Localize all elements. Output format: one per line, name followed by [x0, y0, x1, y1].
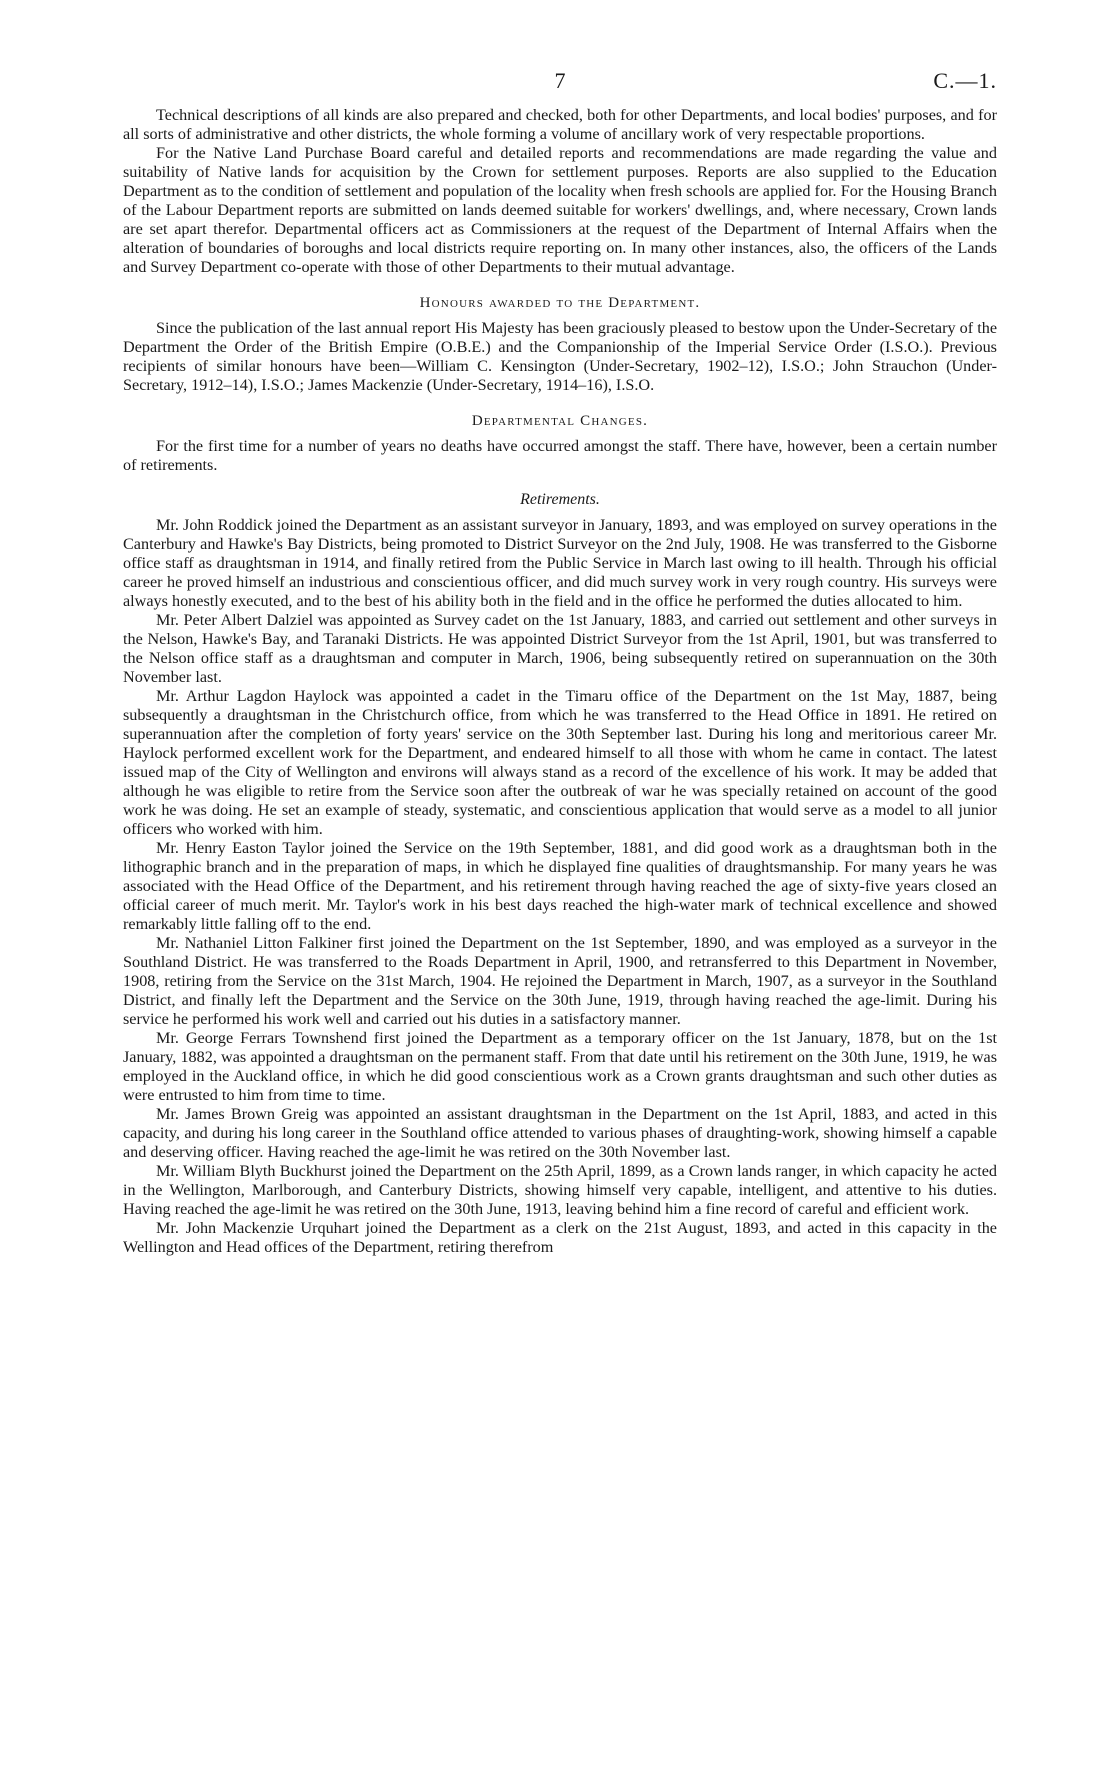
- page-number: 7: [554, 68, 566, 93]
- paragraph-townshend: Mr. George Ferrars Townshend first joined the Department as a temporary officer on the 1st January, 1878, but on the 1st January, 1882, was appointed a draughtsman on the permanent staff. From that date until his retirement on the 30th June, 1919, he was employed in the Auckland office, in which he did good conscientious work as a Crown grants draughtsman and such other duties as were entrusted to him from time to time.: [123, 1029, 997, 1104]
- intro-section: [123, 106, 997, 277]
- paragraph-roddick: Mr. John Roddick joined the Department as an assistant surveyor in January, 1893, and was employed on survey operations in the Canterbury and Hawke's Bay Districts, being promoted to District Surveyor on the 2nd July, 1908. He was transferred to the Gisborne office staff as draughtsman in 1914, and finally retired from the Public Service in March last owing to ill health. Through his official career he proved himself an industrious and conscientious officer, and did much survey work in very rough country. His surveys were always honestly executed, and to the best of his ability both in the field and in the office he performed the duties allocated to him.: [123, 516, 997, 610]
- paragraph-greig: Mr. James Brown Greig was appointed an assistant draughtsman in the Department on the 1st April, 1883, and acted in this capacity, and during his long career in the Southland office attended to various phases of draughting-work, showing himself a capable and deserving officer. Having reached the age-limit he was retired on the 30th November last.: [123, 1105, 997, 1161]
- subsection-heading-retirements: Retirements.: [520, 491, 600, 508]
- retirements-section: [123, 516, 997, 1257]
- paragraph-falkiner: Mr. Nathaniel Litton Falkiner first joined the Department on the 1st September, 1890, and was employed as a surveyor in the Southland District. He was transferred to the Roads Department in April, 1900, and retransferred to this Department in November, 1908, retiring from the Service on the 31st March, 1904. He rejoined the Department in March, 1907, as a surveyor in the Southland District, and finally left the Department and the Service on the 30th June, 1919, through having reached the age-limit. During his service he performed his work well and carried out his duties in a satisfactory manner.: [123, 934, 997, 1028]
- paragraph: Technical descriptions of all kinds are also prepared and checked, both for other Departments, and local bodies' purposes, and for all sorts of administrative and other districts, the whole forming a volume of ancillary work of very respectable proportions.: [123, 106, 997, 143]
- changes-section: [123, 437, 997, 475]
- paragraph-taylor: Mr. Henry Easton Taylor joined the Service on the 19th September, 1881, and did good work as a draughtsman both in the lithographic branch and in the preparation of maps, in which he displayed fine qualities of draughtsmanship. For many years he was associated with the Head Office of the Department, and his retirement through having reached the age of sixty-five years closed an official career of much merit. Mr. Taylor's work in his best days reached the high-water mark of technical excellence and showed remarkably little falling off to the end.: [123, 839, 997, 933]
- paragraph-urquhart: Mr. John Mackenzie Urquhart joined the Department as a clerk on the 21st August, 1893, and acted in this capacity in the Wellington and Head offices of the Department, retiring therefrom: [123, 1219, 997, 1256]
- section-heading-departmental-changes: Departmental Changes.: [471, 413, 649, 429]
- page-header: [123, 68, 997, 106]
- honours-section: [123, 319, 997, 395]
- page-reference: C.—1.: [933, 68, 997, 93]
- document-page: [123, 68, 997, 1257]
- paragraph: For the Native Land Purchase Board careful and detailed reports and recommendations are made regarding the value and suitability of Native lands for acquisition by the Crown for settlement purposes. Reports are also supplied to the Education Department as to the condition of settlement and population of the locality when fresh schools are applied for. For the Housing Branch of the Labour Department reports are submitted on lands deemed suitable for workers' dwellings, and, where necessary, Crown lands are set apart therefor. Departmental officers act as Commissioners at the request of the Department of Internal Affairs when the alteration of boundaries of boroughs and local districts require reporting on. In many other instances, also, the officers of the Lands and Survey Department co-operate with those of other Departments to their mutual advantage.: [123, 144, 997, 276]
- paragraph: Since the publication of the last annual report His Majesty has been graciously pleased to bestow upon the Under-Secretary of the Department the Order of the British Empire (O.B.E.) and the Companionship of the Imperial Service Order (I.S.O.). Previous recipients of similar honours have been—William C. Kensington (Under-Secretary, 1902–12), I.S.O.; John Strauchon (Under-Secretary, 1912–14), I.S.O.; James Mackenzie (Under-Secretary, 1914–16), I.S.O.: [123, 319, 997, 394]
- paragraph-dalziel: Mr. Peter Albert Dalziel was appointed as Survey cadet on the 1st January, 1883, and carried out settlement and other surveys in the Nelson, Hawke's Bay, and Taranaki Districts. He was appointed District Surveyor from the 1st April, 1901, but was transferred to the Nelson office staff as a draughtsman and computer in March, 1906, being subsequently retired on superannuation on the 30th November last.: [123, 611, 997, 686]
- section-heading-honours: Honours awarded to the Department.: [419, 295, 701, 311]
- paragraph-haylock: Mr. Arthur Lagdon Haylock was appointed a cadet in the Timaru office of the Department on the 1st May, 1887, being subsequently a draughtsman in the Christchurch office, from which he was transferred to the Head Office in 1891. He retired on superannuation after the completion of forty years' service on the 30th September last. During his long and meritorious career Mr. Haylock performed excellent work for the Department, and endeared himself to all those with whom he came in contact. The latest issued map of the City of Wellington and environs will always stand as a record of the excellence of his work. It may be added that although he was eligible to retire from the Service soon after the outbreak of war he was specially retained on account of the good work he was doing. He set an example of steady, systematic, and conscientious application that would serve as a model to all junior officers who worked with him.: [123, 687, 997, 838]
- paragraph-buckhurst: Mr. William Blyth Buckhurst joined the Department on the 25th April, 1899, as a Crown lands ranger, in which capacity he acted in the Wellington, Marlborough, and Canterbury Districts, showing himself very capable, intelligent, and attentive to his duties. Having reached the age-limit he was retired on the 30th June, 1913, leaving behind him a fine record of careful and efficient work.: [123, 1162, 997, 1218]
- paragraph: For the first time for a number of years no deaths have occurred amongst the staff. There have, however, been a certain number of retirements.: [123, 437, 997, 474]
